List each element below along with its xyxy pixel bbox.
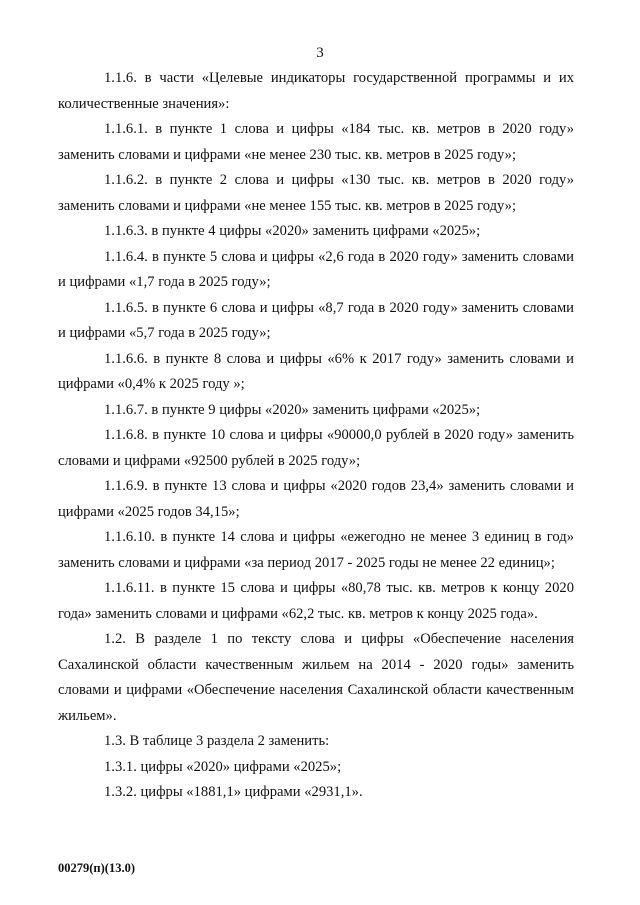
paragraph: 1.3.2. цифры «1881,1» цифрами «2931,1».: [104, 784, 363, 800]
paragraph: 1.2. В разделе 1 по тексту слова и цифры «Обеспечение населения Сахалинской области качественным жильем на 2014 - 2020 годы» заменить словами и цифрами «Обеспечение населения Сахалинской области качественным жильем».: [58, 631, 574, 724]
page-number: 3: [316, 45, 324, 61]
paragraph: 1.1.6.11. в пункте 15 слова и цифры «80,78 тыс. кв. метров к концу 2020 года» заменить словами и цифрами «62,2 тыс. кв. метров к концу 2025 года».: [58, 580, 574, 622]
paragraph: 1.1.6.8. в пункте 10 слова и цифры «90000,0 рублей в 2020 году» заменить словами и цифрами «92500 рублей в 2025 году»;: [58, 427, 574, 469]
document-body: [58, 66, 574, 806]
document-code: 00279(п)(13.0): [58, 861, 135, 875]
paragraph: 1.1.6.5. в пункте 6 слова и цифры «8,7 года в 2020 году» заменить словами и цифрами «5,7 года в 2025 году»;: [58, 299, 574, 341]
paragraph: 1.1.6.6. в пункте 8 слова и цифры «6% к 2017 году» заменить словами и цифрами «0,4% к 2025 году »;: [58, 350, 574, 392]
paragraph: 1.1.6.2. в пункте 2 слова и цифры «130 тыс. кв. метров в 2020 году» заменить словами и цифрами «не менее 155 тыс. кв. метров в 2025 году»;: [58, 172, 574, 214]
paragraph: 1.1.6.7. в пункте 9 цифры «2020» заменить цифрами «2025»;: [104, 401, 481, 418]
paragraph: 1.3. В таблице 3 раздела 2 заменить:: [104, 733, 330, 749]
paragraph: 1.1.6.1. в пункте 1 слова и цифры «184 тыс. кв. метров в 2020 году» заменить словами и цифрами «не менее 230 тыс. кв. метров в 2025 году»;: [58, 121, 574, 163]
paragraph: 1.1.6.3. в пункте 4 цифры «2020» заменить цифрами «2025»;: [104, 223, 481, 239]
paragraph: 1.1.6.9. в пункте 13 слова и цифры «2020 годов 23,4» заменить словами и цифрами «2025 годов 34,15»;: [58, 478, 574, 520]
paragraph: 1.1.6. в части «Целевые индикаторы государственной программы и их количественные значения»:: [58, 70, 574, 112]
paragraph: 1.1.6.10. в пункте 14 слова и цифры «ежегодно не менее 3 единиц в год» заменить словами и цифрами «за период 2017 - 2025 годы не менее 22 единиц»;: [58, 529, 574, 571]
paragraph: 1.3.1. цифры «2020» цифрами «2025»;: [104, 758, 342, 775]
paragraph: 1.1.6.4. в пункте 5 слова и цифры «2,6 года в 2020 году» заменить словами и цифрами «1,7 года в 2025 году»;: [58, 248, 574, 290]
